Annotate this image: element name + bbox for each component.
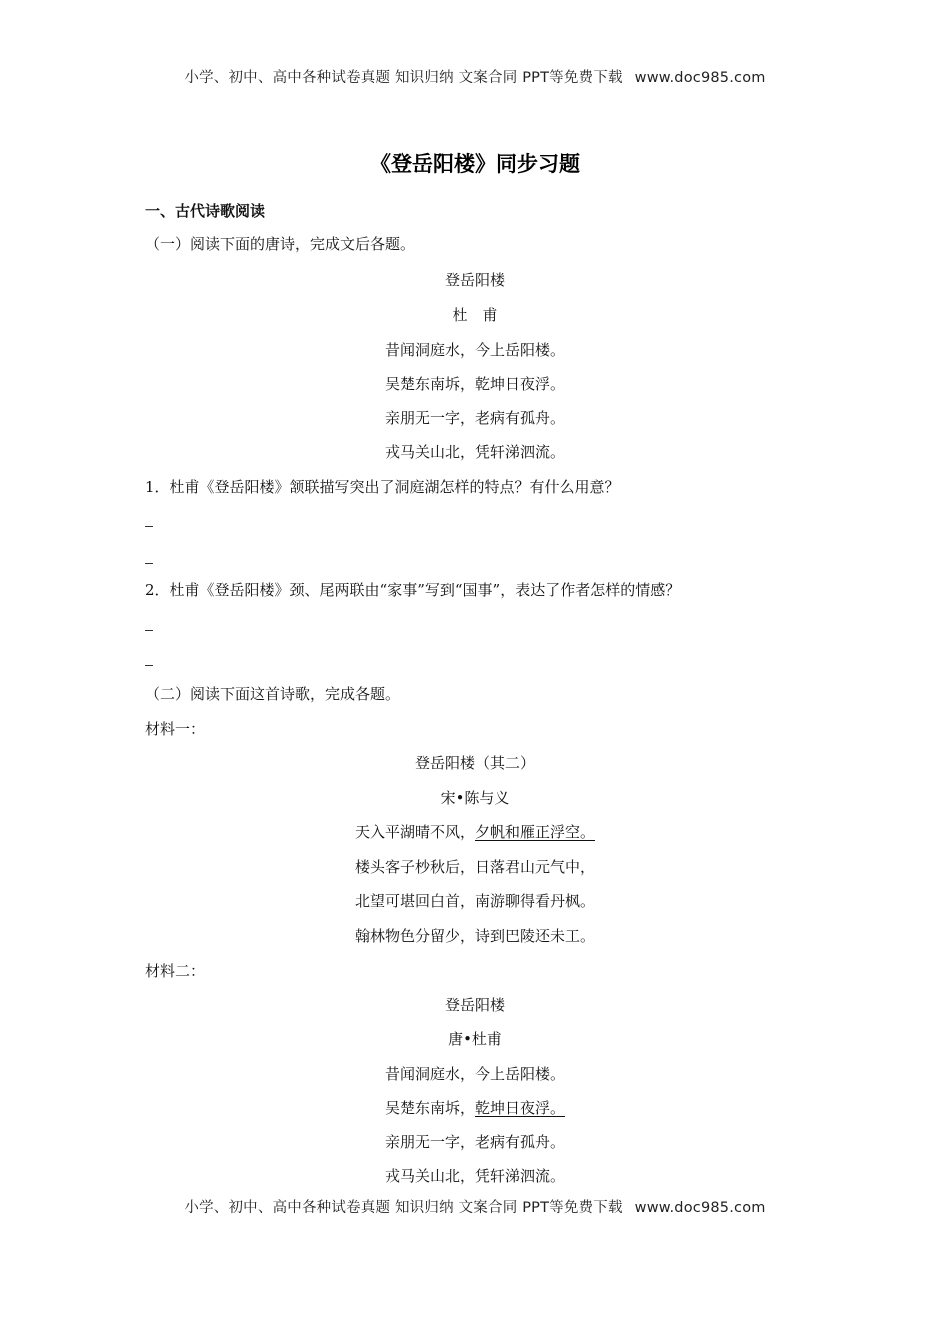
poem-line: 亲朋无一字，老病有孤舟。: [384, 409, 565, 427]
part1-intro: （一）阅读下面的唐诗，完成文后各题。: [145, 235, 416, 253]
page-footer: [0, 1196, 950, 1217]
poem2-line: 亲朋无一字，老病有孤舟。: [384, 1133, 565, 1151]
poem1-author: 宋•陈与义: [440, 789, 510, 807]
poem1-line: [0, 822, 950, 842]
material-1-label: 材料一：: [145, 720, 206, 738]
poem-author: 杜 甫: [452, 306, 498, 324]
answer-blank[interactable]: [145, 630, 153, 631]
poem-line: 昔闻洞庭水，今上岳阳楼。: [384, 341, 565, 359]
poem2-author: 唐•杜甫: [448, 1030, 502, 1048]
poem2-line: 戎马关山北，凭轩涕泗流。: [384, 1167, 565, 1185]
part2-intro: （二）阅读下面这首诗歌，完成各题。: [145, 685, 401, 703]
header-text: 小学、初中、高中各种试卷真题 知识归纳 文案合同 PPT等免费下载: [184, 70, 623, 86]
poem-line: 吴楚东南坼，乾坤日夜浮。: [384, 375, 565, 393]
poem2-title: 登岳阳楼: [444, 996, 505, 1014]
section-heading: 一、古代诗歌阅读: [145, 202, 266, 220]
poem2-line: [0, 1098, 950, 1118]
poem2-line2-part-a: 吴楚东南坼，: [384, 1099, 475, 1117]
answer-blank[interactable]: [145, 563, 153, 564]
poem1-line: 北望可堪回白首，南游聊得看丹枫。: [354, 892, 595, 910]
underlined-phrase: 夕帆和雁正浮空。: [475, 823, 596, 841]
poem1-line1-part-a: 天入平湖晴不风，: [354, 823, 475, 841]
footer-text: 小学、初中、高中各种试卷真题 知识归纳 文案合同 PPT等免费下载: [184, 1200, 623, 1216]
poem1-line: 楼头客子杪秋后，日落君山元气中，: [354, 858, 595, 876]
page-header: [0, 66, 950, 87]
answer-blank[interactable]: [145, 665, 153, 666]
question-1: 1．杜甫《登岳阳楼》颔联描写突出了洞庭湖怎样的特点？有什么用意？: [145, 478, 620, 496]
poem1-line: 翰林物色分留少，诗到巴陵还未工。: [354, 927, 595, 945]
poem-line: 戎马关山北，凭轩涕泗流。: [384, 443, 565, 461]
underlined-phrase: 乾坤日夜浮。: [475, 1099, 566, 1117]
question-2: 2．杜甫《登岳阳楼》颈、尾两联由“家事”写到“国事”，表达了作者怎样的情感？: [145, 581, 681, 599]
poem1-title: 登岳阳楼（其二）: [414, 754, 535, 772]
page-title: 《登岳阳楼》同步习题: [370, 152, 580, 176]
header-url[interactable]: www.doc985.com: [634, 70, 766, 86]
poem2-line: 昔闻洞庭水，今上岳阳楼。: [384, 1065, 565, 1083]
poem-title: 登岳阳楼: [444, 271, 505, 289]
material-2-label: 材料二：: [145, 962, 206, 980]
footer-url[interactable]: www.doc985.com: [634, 1200, 766, 1216]
answer-blank[interactable]: [145, 526, 153, 527]
